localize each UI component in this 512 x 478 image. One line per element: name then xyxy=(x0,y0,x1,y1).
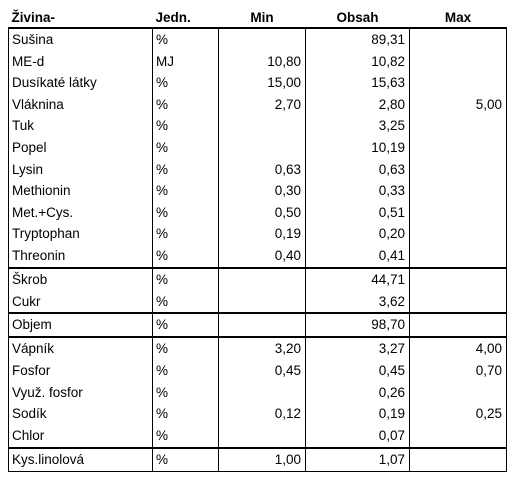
table-row xyxy=(9,360,507,382)
cell-content: 0,33 xyxy=(306,180,410,202)
header-unit: Jedn. xyxy=(153,8,219,28)
cell-unit: % xyxy=(153,382,219,404)
cell-max: 0,25 xyxy=(410,403,507,425)
table-row xyxy=(9,245,507,268)
cell-content: 10,82 xyxy=(306,51,410,73)
cell-unit: % xyxy=(153,448,219,472)
cell-nutrient-name: Popel xyxy=(9,137,153,159)
table-row xyxy=(9,448,507,472)
cell-unit: % xyxy=(153,245,219,268)
table-row xyxy=(9,51,507,73)
cell-nutrient-name: Chlor xyxy=(9,425,153,448)
cell-unit: % xyxy=(153,202,219,224)
cell-nutrient-name: Sodík xyxy=(9,403,153,425)
cell-unit: % xyxy=(153,291,219,314)
cell-min: 0,19 xyxy=(219,223,306,245)
cell-unit: % xyxy=(153,313,219,337)
cell-nutrient-name: Kys.linolová xyxy=(9,448,153,472)
cell-nutrient-name: Vápník xyxy=(9,337,153,360)
table-body xyxy=(9,28,507,471)
cell-min: 15,00 xyxy=(219,72,306,94)
cell-nutrient-name: Tryptophan xyxy=(9,223,153,245)
cell-unit: % xyxy=(153,115,219,137)
cell-content: 98,70 xyxy=(306,313,410,337)
cell-nutrient-name: Tuk xyxy=(9,115,153,137)
cell-unit: % xyxy=(153,223,219,245)
cell-content: 44,71 xyxy=(306,268,410,291)
cell-unit: MJ xyxy=(153,51,219,73)
cell-nutrient-name: Threonin xyxy=(9,245,153,268)
cell-min xyxy=(219,313,306,337)
cell-min: 0,63 xyxy=(219,159,306,181)
table-row xyxy=(9,202,507,224)
cell-content: 3,25 xyxy=(306,115,410,137)
cell-max xyxy=(410,268,507,291)
cell-unit: % xyxy=(153,337,219,360)
cell-max xyxy=(410,180,507,202)
cell-nutrient-name: Methionin xyxy=(9,180,153,202)
cell-min: 2,70 xyxy=(219,94,306,116)
table-row xyxy=(9,313,507,337)
cell-max xyxy=(410,448,507,472)
cell-max xyxy=(410,223,507,245)
cell-unit: % xyxy=(153,159,219,181)
table-row xyxy=(9,72,507,94)
table-row xyxy=(9,425,507,448)
cell-nutrient-name: Využ. fosfor xyxy=(9,382,153,404)
cell-nutrient-name: Fosfor xyxy=(9,360,153,382)
cell-min xyxy=(219,115,306,137)
cell-max: 0,70 xyxy=(410,360,507,382)
cell-min xyxy=(219,291,306,314)
cell-unit: % xyxy=(153,268,219,291)
cell-unit: % xyxy=(153,425,219,448)
cell-content: 1,07 xyxy=(306,448,410,472)
cell-unit: % xyxy=(153,72,219,94)
cell-max xyxy=(410,291,507,314)
nutrition-table xyxy=(8,8,507,472)
table-row xyxy=(9,28,507,51)
cell-nutrient-name: Met.+Cys. xyxy=(9,202,153,224)
cell-max xyxy=(410,28,507,51)
cell-max: 4,00 xyxy=(410,337,507,360)
cell-unit: % xyxy=(153,28,219,51)
table-row xyxy=(9,180,507,202)
cell-content: 0,19 xyxy=(306,403,410,425)
table-row xyxy=(9,159,507,181)
cell-min: 0,12 xyxy=(219,403,306,425)
table-row xyxy=(9,337,507,360)
cell-max xyxy=(410,137,507,159)
cell-unit: % xyxy=(153,94,219,116)
cell-content: 2,80 xyxy=(306,94,410,116)
cell-nutrient-name: Lysin xyxy=(9,159,153,181)
cell-nutrient-name: Dusíkaté látky xyxy=(9,72,153,94)
cell-unit: % xyxy=(153,360,219,382)
cell-max xyxy=(410,382,507,404)
cell-min: 0,30 xyxy=(219,180,306,202)
cell-max xyxy=(410,425,507,448)
table-row xyxy=(9,115,507,137)
table-header-row xyxy=(9,8,507,28)
cell-min: 1,00 xyxy=(219,448,306,472)
cell-content: 0,26 xyxy=(306,382,410,404)
cell-max xyxy=(410,115,507,137)
cell-max: 5,00 xyxy=(410,94,507,116)
cell-content: 0,45 xyxy=(306,360,410,382)
cell-min: 0,50 xyxy=(219,202,306,224)
header-content: Obsah xyxy=(306,8,410,28)
cell-min xyxy=(219,268,306,291)
table-row xyxy=(9,94,507,116)
cell-content: 3,62 xyxy=(306,291,410,314)
cell-min xyxy=(219,137,306,159)
cell-content: 0,20 xyxy=(306,223,410,245)
cell-content: 3,27 xyxy=(306,337,410,360)
cell-min xyxy=(219,382,306,404)
cell-content: 10,19 xyxy=(306,137,410,159)
cell-content: 0,63 xyxy=(306,159,410,181)
table-row xyxy=(9,382,507,404)
cell-unit: % xyxy=(153,137,219,159)
cell-nutrient-name: Škrob xyxy=(9,268,153,291)
table-row xyxy=(9,268,507,291)
table-row xyxy=(9,291,507,314)
cell-content: 0,07 xyxy=(306,425,410,448)
table-row xyxy=(9,403,507,425)
cell-min: 3,20 xyxy=(219,337,306,360)
cell-nutrient-name: Objem xyxy=(9,313,153,337)
cell-min: 0,45 xyxy=(219,360,306,382)
cell-nutrient-name: Sušina xyxy=(9,28,153,51)
cell-max xyxy=(410,313,507,337)
cell-unit: % xyxy=(153,180,219,202)
header-nutrient: Živina- xyxy=(9,8,153,28)
cell-content: 0,51 xyxy=(306,202,410,224)
cell-nutrient-name: Cukr xyxy=(9,291,153,314)
nutrition-table-container xyxy=(8,8,506,470)
header-min: Min xyxy=(219,8,306,28)
cell-min: 0,40 xyxy=(219,245,306,268)
cell-nutrient-name: ME-d xyxy=(9,51,153,73)
cell-max xyxy=(410,51,507,73)
table-row xyxy=(9,223,507,245)
cell-max xyxy=(410,159,507,181)
cell-unit: % xyxy=(153,403,219,425)
cell-max xyxy=(410,202,507,224)
cell-content: 0,41 xyxy=(306,245,410,268)
cell-content: 89,31 xyxy=(306,28,410,51)
cell-max xyxy=(410,245,507,268)
table-row xyxy=(9,137,507,159)
cell-content: 15,63 xyxy=(306,72,410,94)
header-max: Max xyxy=(410,8,507,28)
cell-min xyxy=(219,28,306,51)
cell-nutrient-name: Vláknina xyxy=(9,94,153,116)
cell-max xyxy=(410,72,507,94)
cell-min xyxy=(219,425,306,448)
cell-min: 10,80 xyxy=(219,51,306,73)
